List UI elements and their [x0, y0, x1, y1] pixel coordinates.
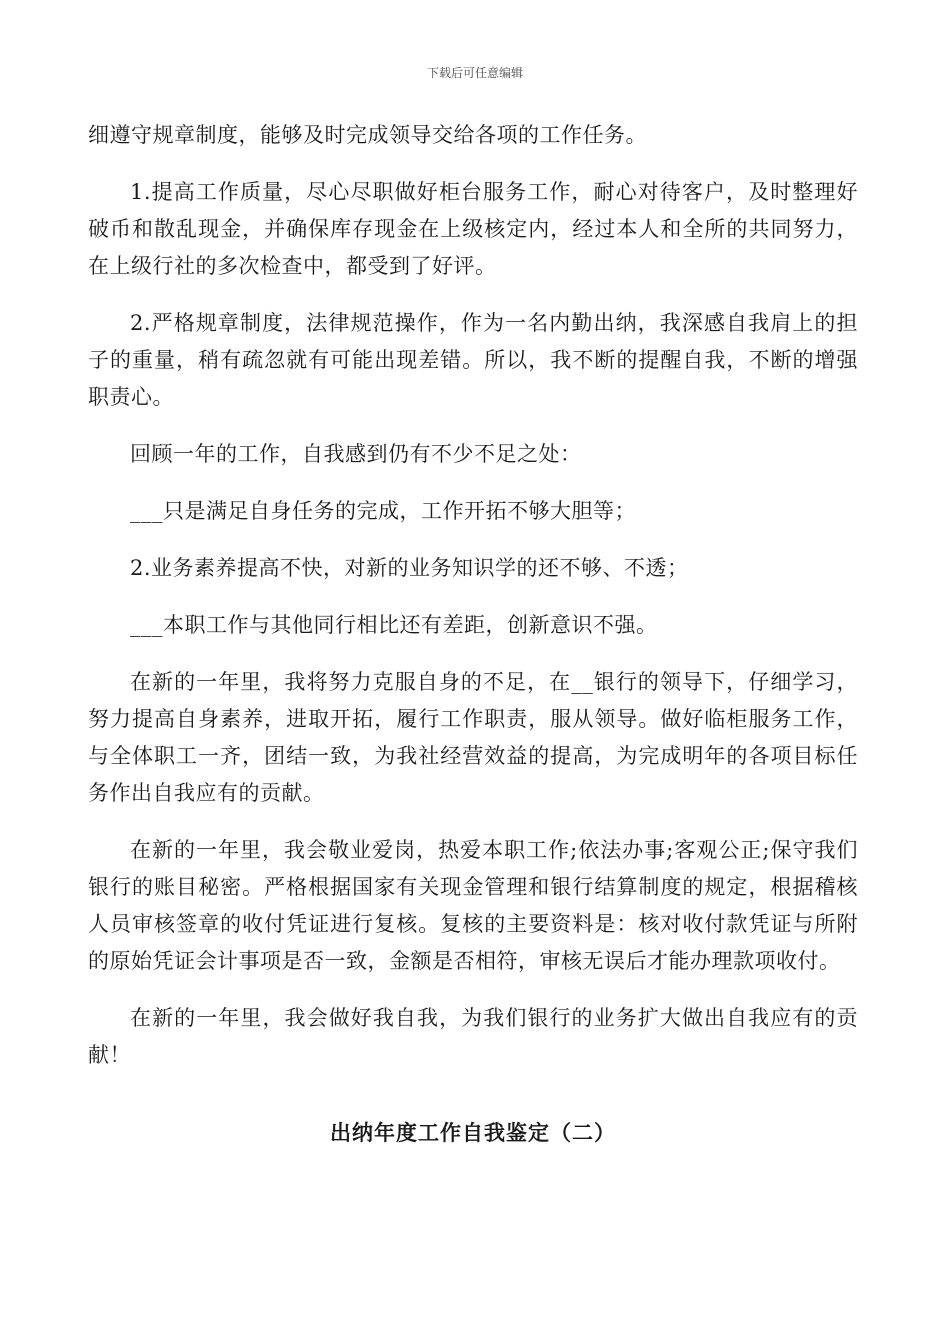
paragraph-plan-3: 在新的一年里，我会做好我自我，为我们银行的业务扩大做出自我应有的贡献！ [88, 1006, 858, 1067]
paragraph-continuation: 细遵守规章制度，能够及时完成领导交给各项的工作任务。 [88, 123, 647, 147]
document-body [88, 117, 858, 1151]
paragraph-shortcoming-1: ___只是满足自身任务的完成，工作开拓不够大胆等； [130, 499, 636, 523]
paragraph-plan-2: 在新的一年里，我会敬业爱岗，热爱本职工作;依法办事;客观公正;保守我们银行的账目秘密。严格根据国家有关现金管理和银行结算制度的规定，根据稽核人员审核签章的收付凭证进行复核。复核的主要资料是：核对收付款凭证与所附的原始凭证会计事项是否一致，金额是否相符，审核无误后才能办理款项收付。 [88, 838, 858, 973]
paragraph-plan-1: 在新的一年里，我将努力克服自身的不足，在__银行的领导下，仔细学习，努力提高自身素养，进取开拓，履行工作职责，服从领导。做好临柜服务工作，与全体职工一齐，团结一致，为我社经营效益的提高，为完成明年的各项目标任务作出自我应有的贡献。 [88, 670, 858, 805]
paragraph-shortcoming-2: 2.业务素养提高不快，对新的业务知识学的还不够、不透； [130, 556, 689, 580]
paragraph-shortcoming-3: ___本职工作与其他同行相比还有差距，创新意识不强。 [130, 613, 658, 637]
paragraph-item-1: 1.提高工作质量，尽心尽职做好柜台服务工作，耐心对待客户，及时整理好破币和散乱现金，并确保库存现金在上级核定内，经过本人和全所的共同努力，在上级行社的多次检查中，都受到了好评。 [88, 180, 858, 278]
section-title: 出纳年度工作自我鉴定（二） [330, 1120, 616, 1145]
page-header: 下载后可任意编辑 [426, 66, 523, 80]
paragraph-review-intro: 回顾一年的工作，自我感到仍有不少不足之处： [130, 442, 582, 466]
paragraph-item-2: 2.严格规章制度，法律规范操作，作为一名内勤出纳，我深感自我肩上的担子的重量，稍有疏忽就有可能出现差错。所以，我不断的提醒自我，不断的增强职责心。 [88, 311, 858, 409]
